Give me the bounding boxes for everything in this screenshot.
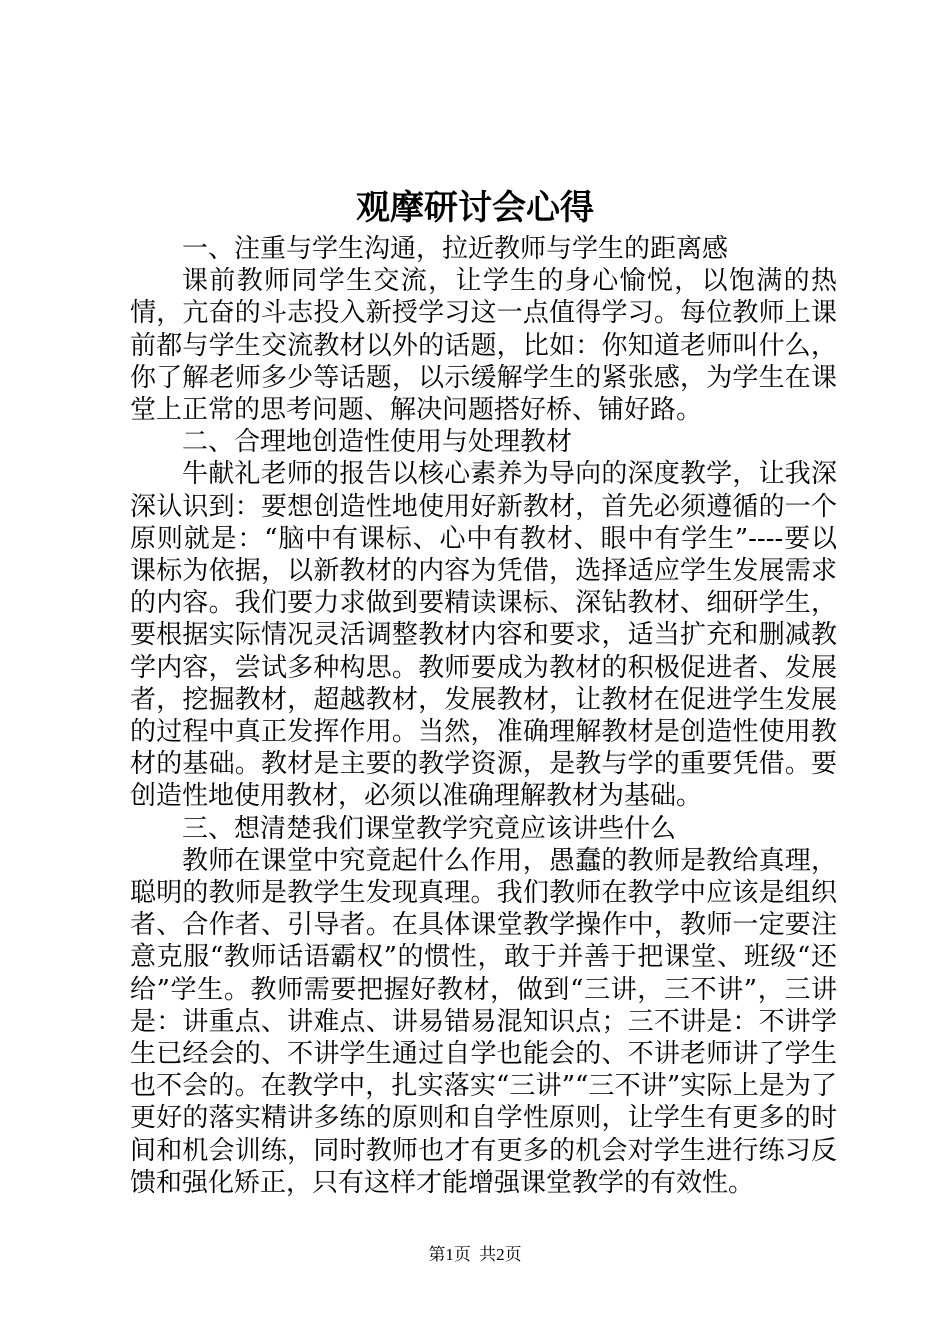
body-paragraph-1: 课前教师同学生交流，让学生的身心愉悦，以饱满的热情，亢奋的斗志投入新授学习这一点值得学习。每位教师上课前都与学生交流教材以外的话题，比如：你知道老师叫什么，你了解老师多少等话题，以示缓解学生的紧张感，为学生在课堂上正常的思考问题、解决问题搭好桥、铺好路。 bbox=[130, 266, 837, 426]
document-body bbox=[130, 233, 837, 1199]
page-total: 共2页 bbox=[479, 1245, 522, 1264]
section-heading-1: 一、注重与学生沟通，拉近教师与学生的距离感 bbox=[182, 234, 729, 264]
body-paragraph-2: 牛献礼老师的报告以核心素养为导向的深度教学，让我深深认识到：要想创造性地使用好新教材，首先必须遵循的一个原则就是：“脑中有课标、心中有教材、眼中有学生”----要以课标为依据，以新教材的内容为凭借，选择适应学生发展需求的内容。我们要力求做到要精读课标、深钻教材、细研学生，要根据实际情况灵活调整教材内容和要求，适当扩充和删减教学内容，尝试多种构思。教师要成为教材的积极促进者、发展者，挖掘教材，超越教材，发展教材，让教材在促进学生发展的过程中真正发挥作用。当然，准确理解教材是创造性使用教材的基础。教材是主要的教学资源，是教与学的重要凭借。要创造性地使用教材，必须以准确理解教材为基础。 bbox=[130, 459, 837, 812]
page-number: 第1页 bbox=[428, 1245, 471, 1264]
body-paragraph-3: 教师在课堂中究竟起什么作用，愚蠢的教师是教给真理，聪明的教师是教学生发现真理。我们教师在教学中应该是组织者、合作者、引导者。在具体课堂教学操作中，教师一定要注意克服“教师话语霸权”的惯性，敢于并善于把课堂、班级“还给”学生。教师需要把握好教材，做到“三讲，三不讲”，三讲是：讲重点、讲难点、讲易错易混知识点；三不讲是：不讲学生已经会的、不讲学生通过自学也能会的、不讲老师讲了学生也不会的。在教学中，扎实落实“三讲”“三不讲”实际上是为了更好的落实精讲多练的原则和自学性原则，让学生有更多的时间和机会训练，同时教师也才有更多的机会对学生进行练习反馈和强化矫正，只有这样才能增强课堂教学的有效性。 bbox=[130, 845, 837, 1198]
document-title: 观摩研讨会心得 bbox=[356, 188, 594, 228]
section-heading-2: 二、合理地创造性使用与处理教材 bbox=[182, 427, 573, 458]
page-footer bbox=[0, 1244, 950, 1266]
section-heading-3: 三、想清楚我们课堂教学究竟应该讲些什么 bbox=[182, 813, 677, 844]
